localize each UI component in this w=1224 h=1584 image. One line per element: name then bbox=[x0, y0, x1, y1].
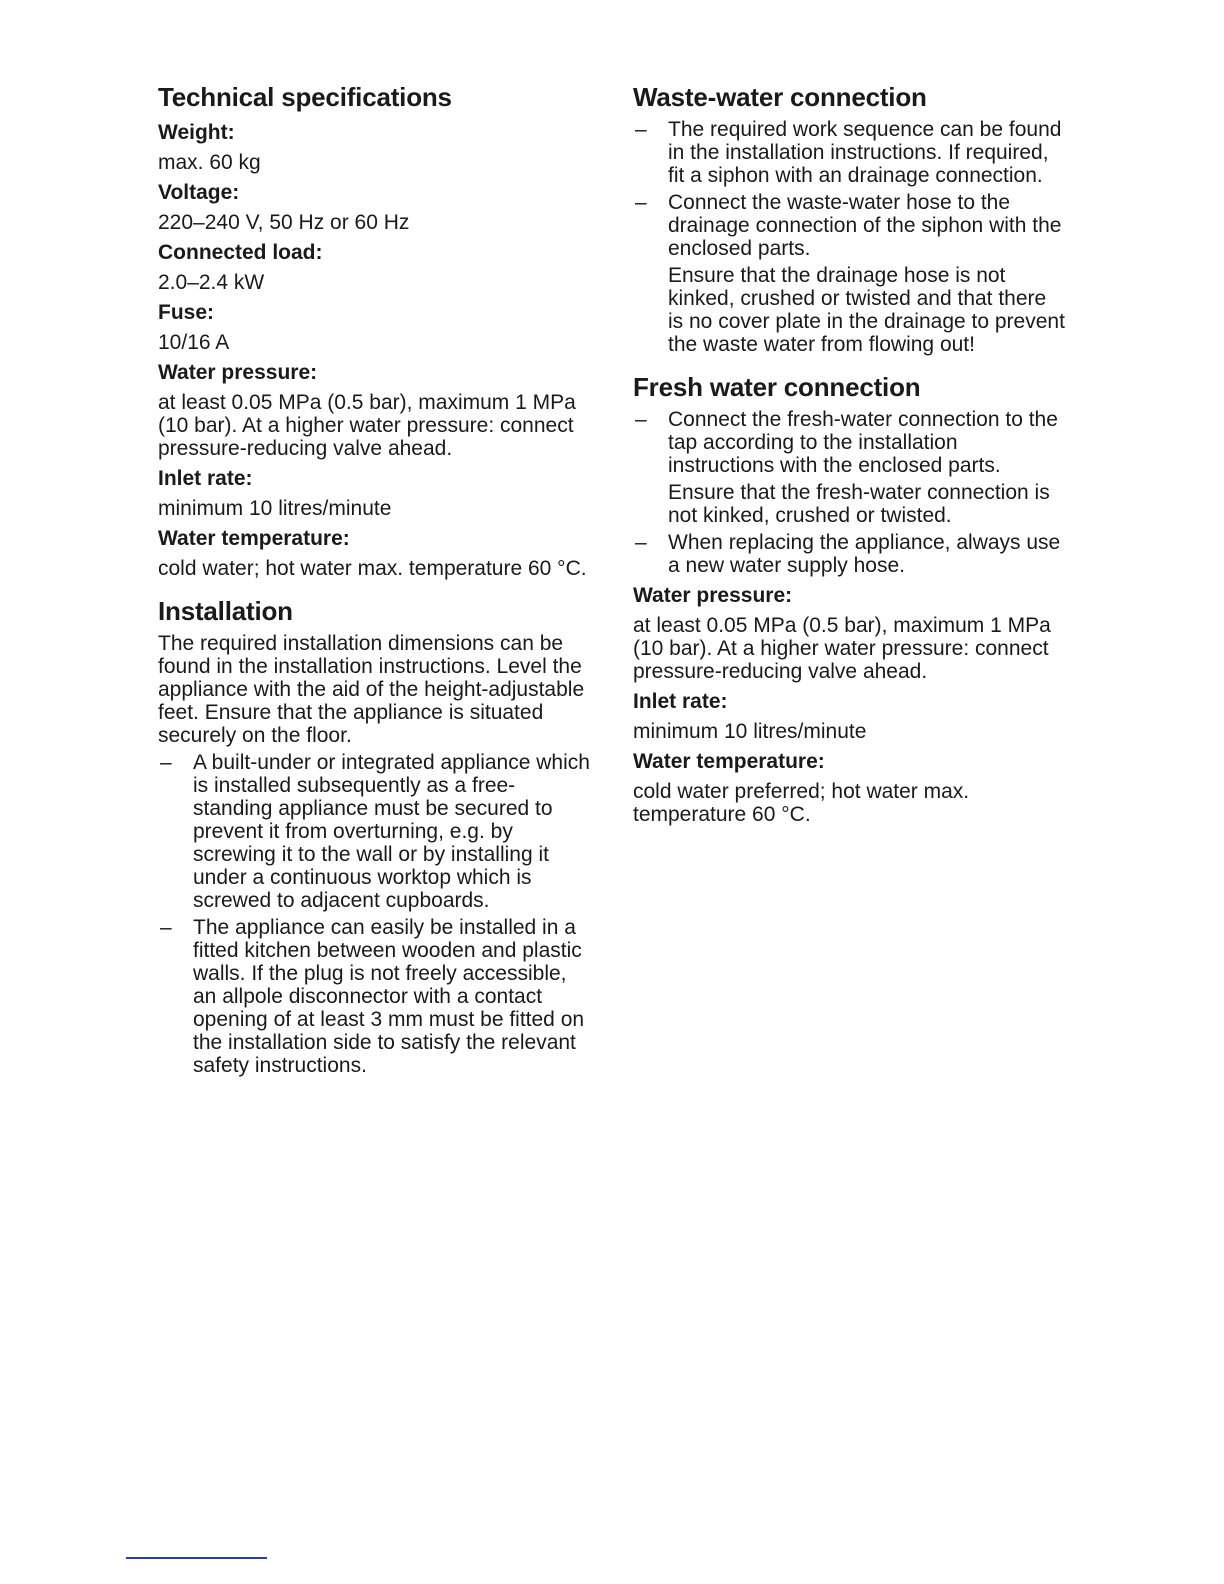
spec-fuse-label: Fuse: bbox=[158, 301, 215, 324]
spec-water-temperature-label: Water temperature: bbox=[633, 750, 825, 773]
installation-section bbox=[158, 594, 590, 1077]
technical-specifications-section bbox=[158, 80, 590, 580]
dash-bullet: – bbox=[635, 408, 647, 431]
spec-water-pressure-label: Water pressure: bbox=[158, 361, 318, 384]
dash-bullet: – bbox=[160, 916, 172, 939]
list-item-note: Ensure that the fresh-water connection is not kinked, crushed or twisted. bbox=[668, 481, 1050, 527]
dash-bullet: – bbox=[635, 531, 647, 554]
fresh-water-heading: Fresh water connection bbox=[633, 372, 921, 402]
spec-inlet-rate-label: Inlet rate: bbox=[158, 467, 253, 490]
spec-inlet-rate-value: minimum 10 litres/minute bbox=[158, 497, 392, 520]
spec-weight-value: max. 60 kg bbox=[158, 151, 261, 174]
spec-voltage-label: Voltage: bbox=[158, 181, 240, 204]
spec-fuse-value: 10/16 A bbox=[158, 331, 230, 354]
dash-bullet: – bbox=[635, 118, 647, 141]
list-item-text: The required work sequence can be found in the installation instructions. If required, fit a siphon with an drainage connection. bbox=[668, 118, 1062, 187]
spec-connected-load-value: 2.0–2.4 kW bbox=[158, 271, 265, 294]
spec-inlet-rate-label: Inlet rate: bbox=[633, 690, 728, 713]
list-item bbox=[633, 118, 1065, 187]
list-item bbox=[158, 751, 590, 912]
spec-water-pressure-label: Water pressure: bbox=[633, 584, 793, 607]
list-item-text: Connect the waste-water hose to the drainage connection of the siphon with the enclosed parts. bbox=[668, 191, 1062, 260]
list-item bbox=[633, 531, 1065, 577]
list-item bbox=[158, 916, 590, 1077]
waste-water-heading: Waste-water connection bbox=[633, 82, 927, 112]
spec-water-temperature-value: cold water; hot water max. temperature 60 °C. bbox=[158, 557, 587, 580]
installation-list bbox=[158, 751, 590, 1077]
spec-weight-label: Weight: bbox=[158, 121, 235, 144]
dash-bullet: – bbox=[635, 191, 647, 214]
spec-water-temperature-label: Water temperature: bbox=[158, 527, 350, 550]
fresh-water-list bbox=[633, 408, 1065, 577]
left-column bbox=[158, 80, 590, 1081]
fresh-water-spec-list bbox=[633, 584, 1065, 826]
dash-bullet: – bbox=[160, 751, 172, 774]
installation-heading: Installation bbox=[158, 596, 293, 626]
installation-intro: The required installation dimensions can be found in the installation instructions. Level the appliance with the aid of the height-adjustable feet. Ensure that the appliance is situated securely on the floor. bbox=[158, 632, 585, 747]
list-item-text: Connect the fresh-water connection to the tap according to the installation instructions with the enclosed parts. bbox=[668, 408, 1058, 477]
list-item-text: The appliance can easily be installed in a fitted kitchen between wooden and plastic walls. If the plug is not freely accessible, an allpole disconnector with a contact opening of at least 3 mm must be fitted on the installation side to satisfy the relevant safety instructions. bbox=[193, 916, 585, 1077]
list-item bbox=[633, 191, 1065, 356]
list-item-note: Ensure that the drainage hose is not kinked, crushed or twisted and that there is no cover plate in the drainage to prevent the waste water from flowing out! bbox=[668, 264, 1065, 356]
spec-water-pressure-value: at least 0.05 MPa (0.5 bar), maximum 1 MPa (10 bar). At a higher water pressure: connect pressure-reducing valve ahead. bbox=[158, 391, 576, 460]
footnote-rule bbox=[126, 1557, 267, 1559]
list-item bbox=[633, 408, 1065, 527]
spec-inlet-rate-value: minimum 10 litres/minute bbox=[633, 720, 867, 743]
waste-water-list bbox=[633, 118, 1065, 356]
spec-water-temperature-value: cold water preferred; hot water max. temperature 60 °C. bbox=[633, 780, 970, 826]
waste-water-section bbox=[633, 80, 1065, 356]
list-item-text: A built-under or integrated appliance which is installed subsequently as a free-standing appliance must be secured to prevent it from overturning, e.g. by screwing it to the wall or by installing it under a continuous worktop which is screwed to adjacent cupboards. bbox=[193, 751, 590, 912]
spec-connected-load-label: Connected load: bbox=[158, 241, 323, 264]
technical-specifications-heading: Technical specifications bbox=[158, 82, 452, 112]
fresh-water-section bbox=[633, 370, 1065, 826]
spec-water-pressure-value: at least 0.05 MPa (0.5 bar), maximum 1 MPa (10 bar). At a higher water pressure: connect pressure-reducing valve ahead. bbox=[633, 614, 1051, 683]
tech-spec-list bbox=[158, 121, 590, 580]
spec-voltage-value: 220–240 V, 50 Hz or 60 Hz bbox=[158, 211, 410, 234]
right-column bbox=[633, 80, 1065, 826]
list-item-text: When replacing the appliance, always use a new water supply hose. bbox=[668, 531, 1061, 577]
